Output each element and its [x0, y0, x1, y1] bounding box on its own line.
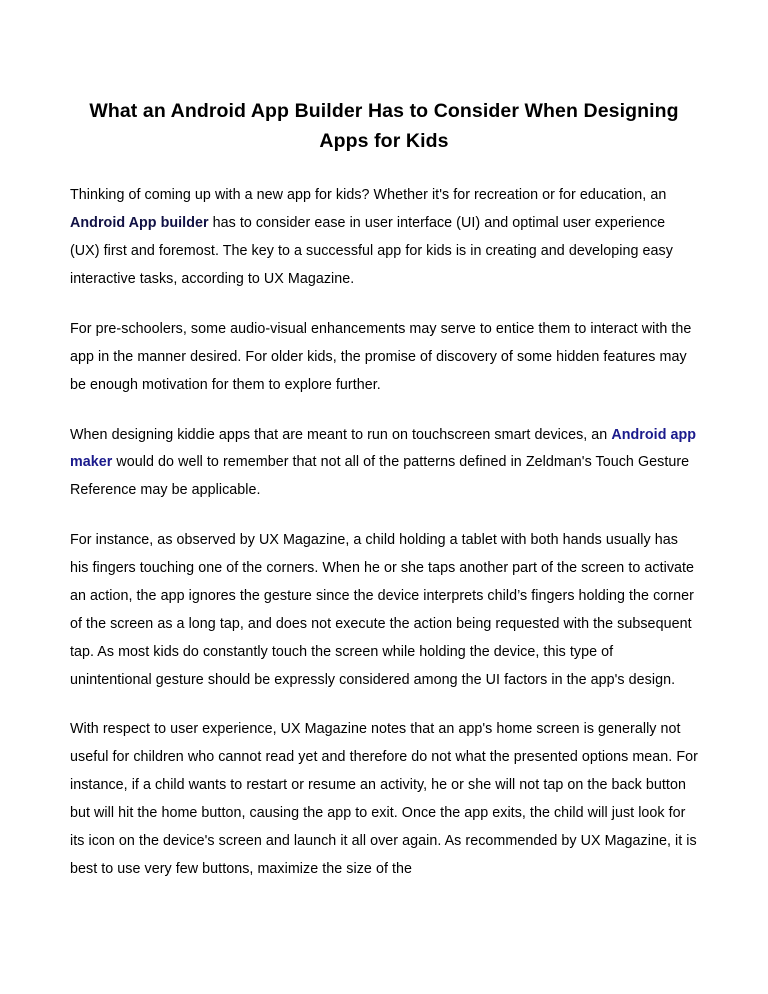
- paragraph-3: [70, 422, 698, 506]
- paragraph-3-text-1: When designing kiddie apps that are meant to run on touchscreen smart devices, an: [70, 426, 612, 443]
- paragraph-2-text: For pre-schoolers, some audio-visual enhancements may serve to entice them to interact with the app in the manner desired. For older kids, the promise of discovery of some hidden features may be enough motivation for them to explore further.: [70, 320, 692, 393]
- android-app-builder-link[interactable]: Android App builder: [70, 215, 209, 232]
- paragraph-1-text-1: Thinking of coming up with a new app for kids? Whether it's for recreation or for education, an: [70, 187, 667, 204]
- paragraph-1: [70, 182, 698, 294]
- paragraph-4: [70, 527, 698, 694]
- android-app-maker-link[interactable]: Android app maker: [70, 426, 697, 471]
- document-body: [70, 182, 698, 883]
- paragraph-2: [70, 316, 698, 400]
- paragraph-5: [70, 716, 698, 883]
- paragraph-3-text-2: would do well to remember that not all of the patterns defined in Zeldman's Touch Gesture Reference may be applicable.: [70, 454, 690, 499]
- paragraph-5-text: With respect to user experience, UX Magazine notes that an app's home screen is generally not useful for children who cannot read yet and therefore do not what the presented options mean. For instance, if a child wants to restart or resume an activity, he or she will not tap on the back button but will hit the home button, causing the app to exit. Once the app exits, the child will just look for its icon on the device's screen and launch it all over again. As recommended by UX Magazine, it is best to use very few buttons, maximize the size of the: [70, 721, 698, 877]
- page-title: What an Android App Builder Has to Consider When Designing Apps for Kids: [89, 100, 679, 153]
- paragraph-1-text-2: has to consider ease in user interface (UI) and optimal user experience (UX) first and foremost. The key to a successful app for kids is in creating and developing easy interactive tasks, according to UX Magazine.: [70, 215, 673, 288]
- paragraph-4-text: For instance, as observed by UX Magazine, a child holding a tablet with both hands usually has his fingers touching one of the corners. When he or she taps another part of the screen to activate an action, the app ignores the gesture since the device interprets child’s fingers holding the corner of the screen as a long tap, and does not execute the action being requested with the subsequent tap. As most kids do constantly touch the screen while holding the device, this type of unintentional gesture should be expressly considered among the UI factors in the app's design.: [70, 532, 695, 688]
